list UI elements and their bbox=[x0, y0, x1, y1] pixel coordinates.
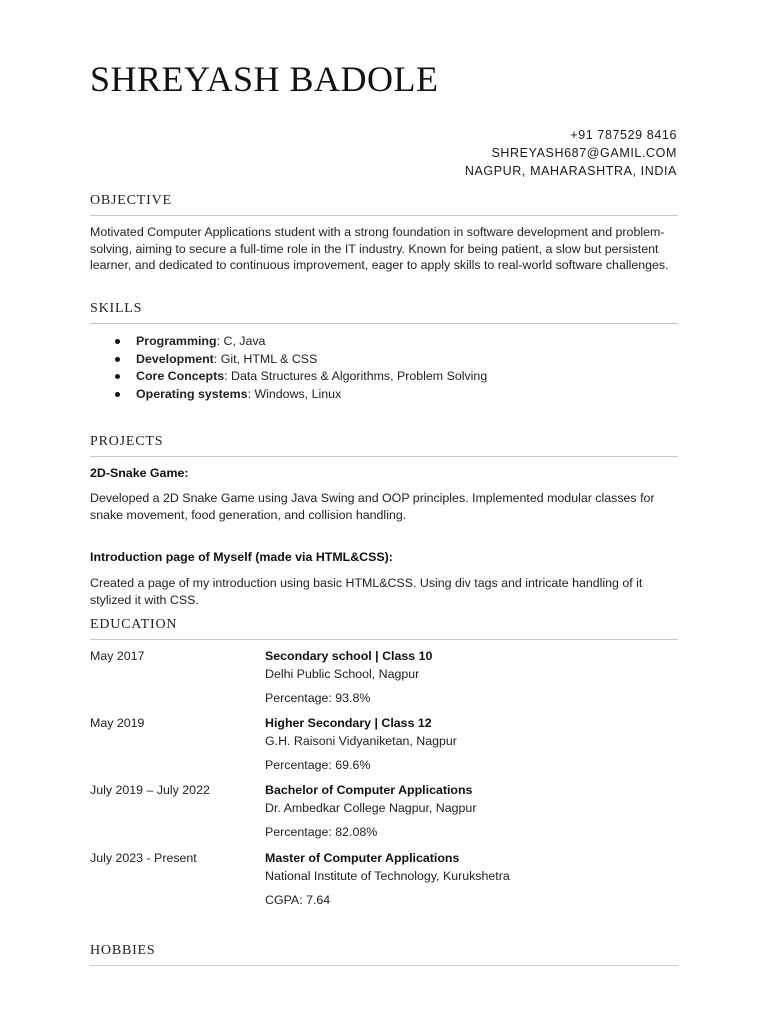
institution-name: Dr. Ambedkar College Nagpur, Nagpur bbox=[265, 800, 477, 815]
education-score: CGPA: 7.64 bbox=[265, 893, 331, 907]
education-entry bbox=[265, 715, 457, 775]
objective-text: Motivated Computer Applications student with a strong foundation in software development and problem-solving, aiming to secure a full-time role in the IT industry. Known for being patient, a slow but persistent learner, and dedicated to continuous improvement, eager to apply skills to real-world software challenges. bbox=[90, 225, 669, 272]
education-date: May 2017 bbox=[90, 649, 145, 663]
skill-value: : Windows, Linux bbox=[247, 386, 342, 401]
skill-label: Operating systems bbox=[136, 386, 248, 401]
list-item bbox=[112, 333, 487, 351]
skill-label: Programming bbox=[136, 334, 217, 348]
degree-name: Secondary school | Class 10 bbox=[265, 649, 433, 663]
email-address: SHREYASH687@GAMIL.COM bbox=[491, 146, 677, 160]
education-score: Percentage: 93.8% bbox=[265, 691, 371, 705]
list-item bbox=[112, 351, 487, 369]
project-title: 2D-Snake Game: bbox=[90, 466, 189, 480]
education-date: July 2019 – July 2022 bbox=[90, 783, 210, 797]
contact-block bbox=[465, 126, 677, 180]
section-title-projects: PROJECTS bbox=[90, 434, 678, 457]
location: NAGPUR, MAHARASHTRA, INDIA bbox=[464, 164, 677, 178]
list-item bbox=[112, 386, 487, 404]
list-item bbox=[112, 368, 487, 386]
education-date: May 2019 bbox=[90, 716, 145, 730]
education-entry bbox=[265, 782, 476, 842]
skill-label: Development bbox=[136, 351, 214, 366]
education-score: Percentage: 69.6% bbox=[265, 758, 371, 772]
degree-name: Master of Computer Applications bbox=[265, 851, 460, 865]
section-title-skills: SKILLS bbox=[90, 301, 678, 324]
phone-number: +91 787529 8416 bbox=[570, 128, 677, 142]
education-date: July 2023 - Present bbox=[90, 851, 197, 865]
education-entry bbox=[265, 648, 432, 708]
project-title: Introduction page of Myself (made via HTML&CSS): bbox=[90, 550, 393, 564]
education-score: Percentage: 82.08% bbox=[265, 825, 378, 839]
candidate-name: SHREYASH BADOLE bbox=[90, 59, 439, 99]
skill-value: : C, Java bbox=[216, 334, 266, 348]
institution-name: National Institute of Technology, Kurukshetra bbox=[265, 868, 510, 883]
project-description: Created a page of my introduction using basic HTML&CSS. Using div tags and intricate handling of it stylized it with CSS. bbox=[90, 576, 643, 607]
degree-name: Higher Secondary | Class 12 bbox=[265, 716, 432, 730]
degree-name: Bachelor of Computer Applications bbox=[265, 783, 473, 797]
institution-name: Delhi Public School, Nagpur bbox=[265, 666, 420, 681]
section-title-hobbies: HOBBIES bbox=[90, 943, 678, 966]
section-title-objective: OBJECTIVE bbox=[90, 193, 678, 216]
education-entry bbox=[265, 850, 510, 910]
project-description: Developed a 2D Snake Game using Java Swing and OOP principles. Implemented modular classes for snake movement, food generation, and collision handling. bbox=[90, 491, 655, 522]
skill-label: Core Concepts bbox=[136, 369, 225, 384]
skill-value: : Data Structures & Algorithms, Problem Solving bbox=[224, 369, 488, 384]
institution-name: G.H. Raisoni Vidyaniketan, Nagpur bbox=[265, 733, 457, 748]
skills-list bbox=[112, 333, 487, 403]
skill-value: : Git, HTML & CSS bbox=[213, 351, 318, 366]
section-title-education: EDUCATION bbox=[90, 617, 678, 640]
